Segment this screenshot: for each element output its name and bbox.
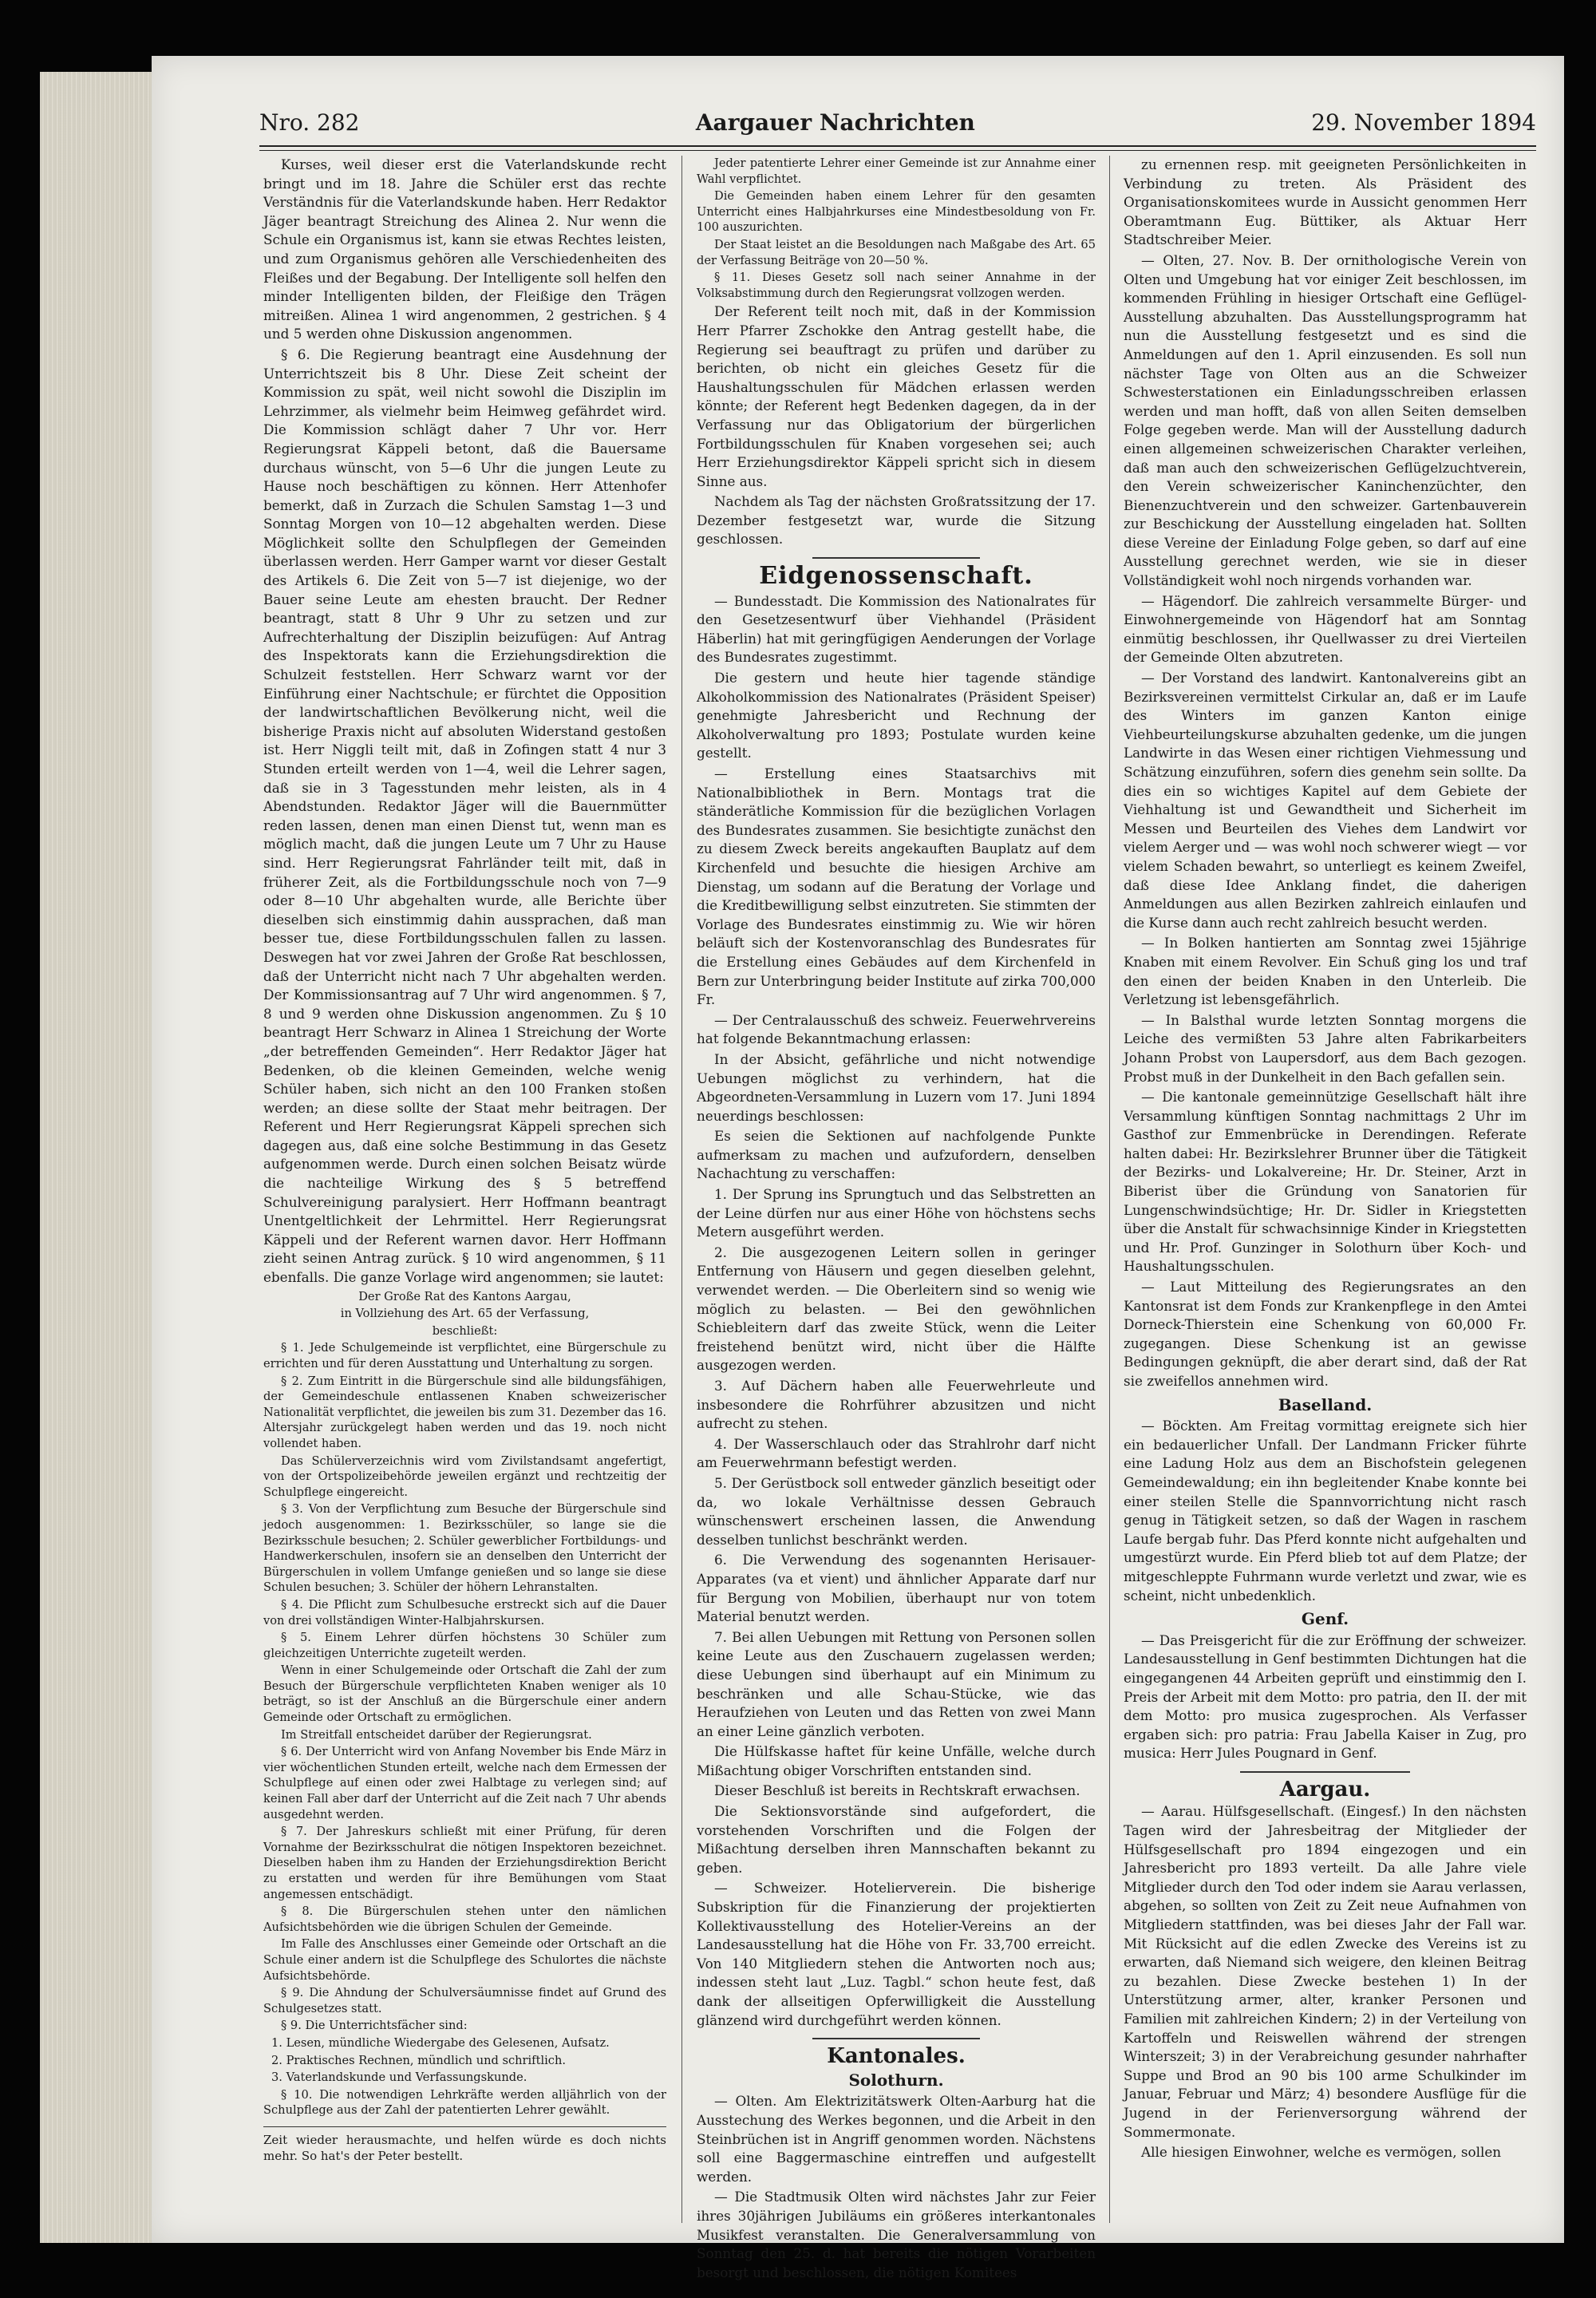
article-paragraph: — Schweizer. Hotelierverein. Die bisherige Subskription für die Finanzierung der projektierten Kollektivausstellung des Hotelier-Vereins an der Landesausstellung hat die Höhe von Fr. 33,700 erreicht. Von 140 Mitgliedern stehen die Antworten noch aus; indessen steht laut „Luz. Tagbl.“ schon heute fest, daß dank der allseitigen Opferwilligkeit die Ausstellung glänzend wird durchgeführt werden können.	[697, 1880, 1096, 2028]
law-paragraph: § 8. Die Bürgerschulen stehen unter den nämlichen Aufsichtsbehörden wie die übrigen Schulen der Gemeinde.	[263, 1904, 666, 1934]
article-paragraph: In der Absicht, gefährliche und nicht notwendige Uebungen möglichst zu verhindern, hat die Abgeordneten-Versammlung in Luzern vom 17. Juni 1894 neuerdings beschlossen:	[697, 1050, 1096, 1124]
law-paragraph: Jeder patentierte Lehrer einer Gemeinde ist zur Annahme einer Wahl verpflichtet.	[697, 156, 1096, 186]
article-paragraph: — Olten, 27. Nov. B. Der ornithologische Verein von Olten und Umgebung hat vor einiger Zeit beschlossen, im kommenden Frühling in hiesiger Ortschaft eine Geflügel-Ausstellung abzuhalten. Das Ausstellungsprogramm hat nun die Ausstellung festgesetzt und es sind die Anmeldungen auf den 1. April einzusenden. Es soll nun nächster Tage von Olten aus an die Schweizer Schwesterstationen ein Einladungsschreiben erlassen werden und man hofft, daß von allen Seiten demselben Folge gegeben werde. Man will der Ausstellung dadurch einen allgemeinen schweizerischen Charakter verleihen, daß man auch den schweizerischen Geflügelzuchtverein, den Verein schweizerischer Kaninchenzüchter, den Bienenzuchtverein und den schweizer. Gartenbauverein zur Beschickung der Ausstellung eingeladen hat. Sollten diese Vereine der Einladung Folge geben, so darf auf eine Ausstellung gerechnet werden, wie sie in dieser Vollständigkeit wohl noch nirgends vorhanden war.	[1124, 251, 1527, 589]
decree-title: Der Große Rat des Kantons Aargau,	[358, 1289, 571, 1303]
article-paragraph: — Bundesstadt. Die Kommission des Nationalrates für den Gesetzesentwurf über Viehhandel (Präsident Häberlin) hat mit geringfügigen Aenderungen der Vorlage des Bundesrates zugestimmt.	[697, 592, 1096, 666]
law-paragraph: § 10. Die notwendigen Lehrkräfte werden alljährlich von der Schulpflege aus der Zahl der patentierten Lehrer gewählt.	[263, 2087, 666, 2118]
issue-date: 29. November 1894	[1311, 109, 1536, 136]
article-paragraph: — Olten. Am Elektrizitätswerk Olten-Aarburg hat die Ausstechung des Werkes begonnen, und die Arbeit in den Steinbrüchen ist in Angriff genommen worden. Nächstens soll eine Baggermaschine eintreffen und aufgestellt werden.	[697, 2093, 1096, 2185]
article-paragraph: — In Balsthal wurde letzten Sonntag morgens die Leiche des vermißten 53 Jahre alten Fabrikarbeiters Johann Probst von Laupersdorf, aus dem Bach gezogen. Probst muß in der Dunkelheit in den Bach gefallen sein.	[1124, 1011, 1527, 1085]
article-paragraph: § 6. Die Regierung beantragt eine Ausdehnung der Unterrichtszeit bis 8 Uhr. Diese Zeit scheint der Kommission zu spät, weil nicht sowohl die Disziplin im Lehrzimmer, als vielmehr beim Heimweg gefährdet wird. Die Kommission schlägt daher 7 Uhr vor. Herr Regierungsrat Käppeli betont, daß die Bauersame durchaus wünscht, von 5—6 Uhr die jungen Leute zu Hause noch beschäftigen zu können. Herr Attenhofer bemerkt, daß in Zurzach die Schulen Samstag 1—3 und Sonntag Morgen von 10—12 abgehalten werden. Diese Möglichkeit sollte den Schulpflegen der Gemeinden überlassen werden. Herr Gamper warnt vor dieser Gestalt des Artikels 6. Die Zeit von 5—7 ist diejenige, wo der Bauer seine Leute am ehesten braucht. Der Redner beantragt, statt 8 Uhr 9 Uhr zu setzen und zur Aufrechterhaltung der Disziplin beizufügen: Auf Antrag des Inspektorats kann die Erziehungsdirektion die Schulzeit feststellen. Herr Schwarz warnt vor der Einführung einer Nachtschule; er fürchtet die Opposition der landwirtschaftlichen Bevölkerung nicht, weil die bisherige Praxis nicht auf absoluten Widerstand gestoßen ist. Herr Niggli teilt mit, daß in Zofingen statt 4 nur 3 Stunden erteilt werden von 1—4, weil die Lehrer sagen, daß sie in 3 Tagesstunden mehr leisten, als in 4 Abendstunden. Redaktor Jäger will die Bauernmütter reden lassen, denen man einen Dienst tut, wenn man es möglich macht, daß die jungen Leute um 7 Uhr zu Hause sind. Herr Regierungsrat Fahrländer teilt mit, daß in früherer Zeit, als die Fortbildungsschule noch von 7—9 oder 8—10 Uhr abgehalten wurde, alle Berichte über dieselben sich einstimmig dahin aussprachen, daß man besser tue, diese Fortbildungsschulen fallen zu lassen. Deswegen hat vor zwei Jahren der Große Rat beschlossen, daß der Unterricht nicht nach 7 Uhr abgehalten werden. Der Kommissionsantrag auf 7 Uhr wird angenommen. § 7, 8 und 9 werden ohne Diskussion angenommen. Zu § 10 beantragt Herr Schwarz in Alinea 1 Streichung der Worte „der betreffenden Gemeinden“. Herr Redaktor Jäger hat Bedenken, ob die kleinen Gemeinden, welche wenig Schüler haben, sich nicht an den 100 Franken stoßen werden; an diese sollte der Staat mehr beitragen. Der Referent und Herr Regierungsrat Käppeli sprechen sich dagegen aus, daß eine solche Bestimmung in das Gesetz aufgenommen werde. Durch einen solchen Beisatz würde die nachteilige Wirkung des § 5 betreffend Schulvereinigung paralysiert. Herr Hoffmann beantragt Unentgeltlichkeit der Lehrmittel. Herr Regierungsrat Käppeli und der Referent warnen davor. Herr Hoffmann zieht seinen Antrag zurück. § 10 wird angenommen, § 11 ebenfalls. Die ganze Vorlage wird angenommen; sie lautet:	[263, 346, 666, 1286]
law-paragraph: § 7. Der Jahreskurs schließt mit einer Prüfung, für deren Vornahme der Bezirksschulrat die nötigen Inspektoren bezeichnet. Dieselben haben ihm zu Handen der Erziehungsdirektion Bericht zu erstatten und werden für ihre Bemühungen vom Staat angemessen entschädigt.	[263, 1825, 666, 1901]
section-divider	[1240, 1771, 1409, 1773]
article-paragraph: — Der Vorstand des landwirt. Kantonalvereins gibt an Bezirksvereinen vermittelst Cirkular an, daß er im Laufe des Winters im ganzen Kanton einige Viehbeurteilungskurse abzuhalten gedenke, um die jungen Landwirte in das Wesen einer richtigen Viehmessung und Schätzung einzuführen, sofern dies genehm sein sollte. Da dies ein so wichtiges Kapitel auf dem Gebiete der Viehhaltung ist und Gewandtheit und Sicherheit im Messen und Beurteilen des Viehes dem Landwirt vor vielem Aerger und — was wohl noch schwerer wiegt — vor vielem Schaden bewahrt, so unterliegt es keinem Zweifel, daß diese Idee Anklang findet, die daherigen Anmeldungen aus allen Bezirken zahlreich einlaufen und die Kurse dann auch recht zahlreich besucht werden.	[1124, 670, 1527, 931]
article-paragraph: Die gestern und heute hier tagende ständige Alkoholkommission des Nationalrates (Präsident Speiser) genehmigte Jahresbericht und Rechnung der Alkoholverwaltung pro 1893; Postulate wurden keine gestellt.	[697, 670, 1096, 761]
subject-item: 1. Lesen, mündliche Wiedergabe des Gelesenen, Aufsatz.	[271, 2035, 610, 2050]
law-paragraph: Im Falle des Anschlusses einer Gemeinde oder Ortschaft an die Schule einer andern ist die Schulpflege des Schulortes die nächste Aufsichtsbehörde.	[263, 1937, 666, 1983]
book-binding-edge	[40, 72, 160, 2243]
article-paragraph: — Böckten. Am Freitag vormittag ereignete sich hier ein bedauerlicher Unfall. Der Landmann Fricker führte eine Ladung Holz aus dem an Bischofstein gelegenen Gemeindewaldung; ein ihn begleitender Knabe konnte bei einer steilen Stelle die Spannvorrichtung nicht rasch genug in Tätigkeit setzen, so daß der Wagen in raschem Laufe bergab fuhr. Das Pferd konnte nicht aufgehalten und umgestürzt wurde. Ein Pferd blieb tot auf dem Platze; der mitgeschleppte Fuhrmann wurde verletzt und zwar, wie es scheint, nicht unbedenklich.	[1124, 1418, 1527, 1604]
article-paragraph: — In Bolken hantierten am Sonntag zwei 15jährige Knaben mit einem Revolver. Ein Schuß ging los und traf den einen der beiden Knaben in den Unterleib. Die Verletzung ist lebensgefährlich.	[1124, 935, 1527, 1008]
article-paragraph: — Hägendorf. Die zahlreich versammelte Bürger- und Einwohnergemeinde von Hägendorf hat am Sonntag einmütig beschlossen, ihr Quellwasser zu drei Vierteilen der Gemeinde Olten abzutreten.	[1124, 592, 1527, 666]
column-3	[1124, 156, 1527, 2219]
section-heading-eidgenossenschaft: Eidgenossenschaft.	[759, 562, 1033, 591]
column-divider	[681, 156, 682, 2223]
article-paragraph: zu ernennen resp. mit geeigneten Persönlichkeiten in Verbindung zu treten. Als Präsident des Organisationskomitees wurde in Aussicht genommen Herr Oberamtmann Eug. Büttiker, als Aktuar Herr Stadtschreiber Meier.	[1124, 156, 1527, 248]
article-paragraph: Alle hiesigen Einwohner, welche es vermögen, sollen	[1141, 2144, 1502, 2161]
column-1	[263, 156, 666, 2219]
law-paragraph: Im Streitfall entscheidet darüber der Regierungsrat.	[281, 1727, 592, 1742]
article-paragraph: 7. Bei allen Uebungen mit Rettung von Personen sollen keine Leute aus den Zuschauern zugelassen werden; diese Uebungen sind überhaupt auf ein Minimum zu beschränken und alle Schau-Stücke, wie das Heraufziehen von Leuten und das Retten von zwei Mann an einer Leine gänzlich verboten.	[697, 1628, 1096, 1739]
article-paragraph: Kurses, weil dieser erst die Vaterlandskunde recht bringt und im 18. Jahre die Schüler erst das rechte Verständnis für die Vaterlandskunde haben. Herr Redaktor Jäger beantragt Streichung des Alinea 2. Nur wenn die Schule ein Organismus ist, kann sie etwas Rechtes leisten, und zum Organismus gehören alle Verschiedenheiten des Fleißes und der Begabung. Der Intelligente soll helfen den minder Intelligenten bilden, der Fleißige den Trägen mitreißen. Alinea 1 wird angenommen, 2 gestrichen. § 4 und 5 werden ohne Diskussion angenommen.	[263, 156, 666, 342]
article-paragraph: Der Referent teilt noch mit, daß in der Kommission Herr Pfarrer Zschokke den Antrag gestellt habe, die Regierung sei beauftragt zu prüfen und darüber zu berichten, ob nicht ein gleiches Gesetz für die Haushaltungsschulen für Mädchen erlassen werden könnte; der Referent hegt Bedenken dagegen, da in der Verfassung nur das Obligatorium der bürgerlichen Fortbildungsschulen für Knaben vorgesehen sei; auch Herr Erziehungsdirektor Käppeli spricht sich in diesem Sinne aus.	[697, 303, 1096, 489]
article-paragraph: — Das Preisgericht für die zur Eröffnung der schweizer. Landesausstellung in Genf bestimmten Dichtungen hat die eingegangenen 44 Arbeiten geprüft und einstimmig den I. Preis der Arbeit mit dem Motto: pro patria, den II. der mit dem Motto: pro musica zugesprochen. Als Verfasser ergaben sich: pro patria: Frau Jabella Kaiser in Zug, pro musica: Herr Jules Pougnard in Genf.	[1124, 1632, 1527, 1762]
article-paragraph: Es seien die Sektionen auf nachfolgende Punkte aufmerksam zu machen und aufzufordern, denselben Nachachtung zu verschaffen:	[697, 1128, 1096, 1182]
law-paragraph: § 11. Dieses Gesetz soll nach seiner Annahme in der Volksabstimmung durch den Regierungsrat vollzogen werden.	[697, 271, 1096, 300]
section-divider	[812, 557, 980, 559]
masthead-rule	[259, 145, 1536, 147]
article-paragraph: 1. Der Sprung ins Sprungtuch und das Selbstretten an der Leine dürfen nur aus einer Höhe von höchstens sechs Metern ausgeführt werden.	[697, 1186, 1096, 1240]
masthead	[259, 102, 1536, 142]
law-paragraph: § 2. Zum Eintritt in die Bürgerschule sind alle bildungsfähigen, der Gemeindeschule entlassenen Knaben schweizerischer Nationalität verpflichtet, die jeweilen bis zum 31. Dezember das 16. Altersjahr zurückgelegt haben werden und das 19. noch nicht vollendet haben.	[263, 1374, 666, 1450]
article-paragraph: — Erstellung eines Staatsarchivs mit Nationalbibliothek in Bern. Montags trat die ständerätliche Kommission für die bezüglichen Vorlagen des Bundesrates zusammen. Sie besichtigte zunächst den zu diesem Zweck bereits angekauften Bauplatz auf dem Kirchenfeld und besuchte die hiesigen Archive am Dienstag, um sodann auf die Beratung der Vorlage und die Kreditbewilligung selbst einzutreten. Sie stimmten der Vorlage des Bundesrates einstimmig zu. Wie wir hören beläuft sich der Kostenvoranschlag des Bundesrates für die Erstellung eines Gebäudes auf dem Kirchenfeld in Bern zur Unterbringung beider Institute auf zirka 700,000 Fr.	[697, 765, 1096, 1008]
subsection-heading-genf: Genf.	[1301, 1609, 1349, 1629]
article-paragraph: Die Hülfskasse haftet für keine Unfälle, welche durch Mißachtung obiger Vorschriften entstanden sind.	[697, 1743, 1096, 1778]
article-paragraph: Die Sektionsvorstände sind aufgefordert, die vorstehenden Vorschriften und die Folgen der Mißachtung derselben ihren Mannschaften bekannt zu geben.	[697, 1803, 1096, 1876]
subject-item: 2. Praktisches Rechnen, mündlich und schriftlich.	[271, 2053, 566, 2067]
article-paragraph: 3. Auf Dächern haben alle Feuerwehrleute und insbesondere die Rohrführer abzusitzen und nicht aufrecht zu stehen.	[697, 1378, 1096, 1432]
issue-number: Nro. 282	[259, 109, 360, 136]
article-paragraph: — Der Centralausschuß des schweiz. Feuerwehrvereins hat folgende Bekanntmachung erlassen:	[697, 1011, 1096, 1047]
newspaper-page	[152, 56, 1564, 2280]
law-paragraph: § 9. Die Ahndung der Schulversäumnisse findet auf Grund des Schulgesetzes statt.	[263, 1986, 666, 2015]
column-2	[697, 156, 1096, 2280]
section-heading-kantonales: Kantonales.	[827, 2044, 966, 2069]
law-paragraph: § 3. Von der Verpflichtung zum Besuche der Bürgerschule sind jedoch ausgenommen: 1. Bezirksschüler, so lange sie die Bezirksschule besuchen; 2. Schüler gewerblicher Fortbildungs- und Handwerkerschulen, insofern sie an denselben den Unterricht der Bürgerschulen in vollem Umfange genießen und so lange sie diese Schulen besuchen; 3. Schüler der höhern Lehranstalten.	[263, 1502, 666, 1595]
article-paragraph: 5. Der Gerüstbock soll entweder gänzlich beseitigt oder da, wo lokale Verhältnisse dessen Gebrauch wünschenswert erscheinen lassen, die Anwendung desselben tunlichst beschränkt werden.	[697, 1474, 1096, 1548]
article-paragraph: — Die Stadtmusik Olten wird nächstes Jahr zur Feier ihres 30jährigen Jubiläums ein größeres interkantonales Musikfest veranstalten. Die Generalversammlung von Sonntag den 25. d. hat bereits die nötigen Vorarbeiten besorgt und beschlossen, die nötigen Komitees	[697, 2189, 1096, 2280]
law-paragraph: § 5. Einem Lehrer dürfen höchstens 30 Schüler zum gleichzeitigen Unterrichte zugeteilt werden.	[263, 1631, 666, 1660]
law-paragraph: § 4. Die Pflicht zum Schulbesuche erstreckt sich auf die Dauer von drei vollständigen Winter-Halbjahrskursen.	[263, 1597, 666, 1628]
subsection-heading-baselland: Baselland.	[1278, 1394, 1373, 1414]
subsection-heading-solothurn: Solothurn.	[848, 2070, 944, 2090]
feuilleton-footnote: Zeit wieder herausmachte, und helfen würde es doch nichts mehr. So hat's der Peter bestellt.	[263, 2132, 666, 2163]
masthead-rule-thin	[259, 150, 1536, 151]
subject-item: 3. Vaterlandskunde und Verfassungskunde.	[271, 2071, 527, 2085]
law-paragraph: § 1. Jede Schulgemeinde ist verpflichtet, eine Bürgerschule zu errichten und für deren Ausstattung und Unterhaltung zu sorgen.	[263, 1341, 666, 1370]
section-heading-aargau: Aargau.	[1279, 1777, 1371, 1802]
law-paragraph: § 9. Die Unterrichtsfächer sind:	[281, 2019, 468, 2033]
law-paragraph: Wenn in einer Schulgemeinde oder Ortschaft die Zahl der zum Besuch der Bürgerschule verpflichteten Knaben weniger als 10 beträgt, so ist der Anschluß an die Bürgerschule einer andern Gemeinde oder Ortschaft zu ermöglichen.	[263, 1663, 666, 1725]
newspaper-title: Aargauer Nachrichten	[695, 109, 975, 136]
column-divider	[1109, 156, 1110, 2223]
article-paragraph: Dieser Beschluß ist bereits in Rechtskraft erwachsen.	[714, 1782, 1080, 1799]
article-paragraph: — Die kantonale gemeinnützige Gesellschaft hält ihre Versammlung künftigen Sonntag nachmittags 2 Uhr im Gasthof zur Emmenbrücke in Derendingen. Referate halten dabei: Hr. Bezirkslehrer Brunner über die Tätigkeit der Bezirks- und Lokalvereine; Hr. Dr. Steiner, Arzt in Biberist über die Gründung von Sanatorien für Lungenschwindsüchtige; Hr. Dr. Sidler in Kriegstetten über die Anstalt für schwachsinnige Kinder in Kriegstetten und Hr. Prof. Gunzinger in Solothurn über Koch- und Haushaltungsschulen.	[1124, 1089, 1527, 1275]
law-paragraph: § 6. Der Unterricht wird von Anfang November bis Ende März in vier wöchentlichen Stunden erteilt, welche nach dem Ermessen der Schulpflege auf einen oder zwei Halbtage zu verlegen sind; auf keinen Fall aber darf der Unterricht auf die Zeit nach 7 Uhr abends ausgedehnt werden.	[263, 1745, 666, 1821]
law-paragraph: Der Staat leistet an die Besoldungen nach Maßgabe des Art. 65 der Verfassung Beiträge von 20—50 %.	[697, 237, 1096, 267]
law-paragraph: Das Schülerverzeichnis wird vom Zivilstandsamt angefertigt, von der Ortspolizeibehörde jeweilen ergänzt und rechtzeitig der Schulpflege eingereicht.	[263, 1454, 666, 1499]
article-paragraph: — Aarau. Hülfsgesellschaft. (Eingesf.) In den nächsten Tagen wird der Jahresbeitrag der Mitglieder der Hülfsgesellschaft pro 1894 eingezogen und ein Jahresbericht pro 1893 verteilt. Da alle Jahre viele Mitglieder durch den Tod oder indem sie Aarau verlassen, abgehen, so sollten von Zeit zu Zeit neue Aufnahmen von Mitgliedern stattfinden, was bei dieses Jahr der Fall war. Mit Rücksicht auf die edlen Zwecke des Vereins ist zu erwarten, daß Niemand sich weigere, den kleinen Beitrag zu bezahlen. Diese Zwecke bestehen 1) In der Unterstützung armer, alter, kranker Personen und Familien mit zahlreichen Kindern; 2) in der Verteilung von Kartoffeln und Reiswellen während der strengen Winterszeit; 3) in der Verabreichung gesunder nahrhafter Suppe und Brod an 90 bis 100 arme Schulkinder im Januar, Februar und März; 4) besondere Ausflüge für die Jugend in der Ferienversorgung während der Sommermonate.	[1124, 1803, 1527, 2140]
law-paragraph: Die Gemeinden haben einem Lehrer für den gesamten Unterricht eines Halbjahrkurses eine Mindestbesoldung von Fr. 100 auszurichten.	[697, 189, 1096, 235]
article-paragraph: 6. Die Verwendung des sogenannten Herisauer-Apparates (va et vient) und ähnlicher Apparate darf nur für Bergung von Mobilien, überhaupt nur von totem Material benutzt werden.	[697, 1552, 1096, 1625]
section-divider	[812, 2038, 980, 2039]
article-paragraph: 2. Die ausgezogenen Leitern sollen in geringer Entfernung von Häusern und gegen dieselben gelehnt, verwendet werden. — Die Oberleitern sind so wenig wie möglich zu belasten. — Bei den gewöhnlichen Schiebleitern darf das zweite Stück, wenn die Leiter freistehend benützt wird, nicht über die Hälfte ausgezogen werden.	[697, 1244, 1096, 1374]
article-paragraph: — Laut Mitteilung des Regierungsrates an den Kantonsrat ist dem Fonds zur Krankenpflege in den Amtei Dorneck-Thierstein eine Schenkung von 60,000 Fr. zugegangen. Diese Schenkung ist an gewisse Bedingungen geknüpft, die aber derart sind, daß der Rat sie zweifellos annehmen wird.	[1124, 1279, 1527, 1389]
decree-resolves: beschließt:	[432, 1323, 498, 1338]
article-paragraph: 4. Der Wasserschlauch oder das Strahlrohr darf nicht am Feuerwehrmann befestigt werden.	[697, 1435, 1096, 1471]
footnote-rule	[263, 2126, 666, 2127]
article-paragraph: Nachdem als Tag der nächsten Großratssitzung der 17. Dezember festgesetzt war, wurde die Sitzung geschlossen.	[697, 493, 1096, 548]
decree-subtitle: in Vollziehung des Art. 65 der Verfassung,	[340, 1307, 590, 1321]
